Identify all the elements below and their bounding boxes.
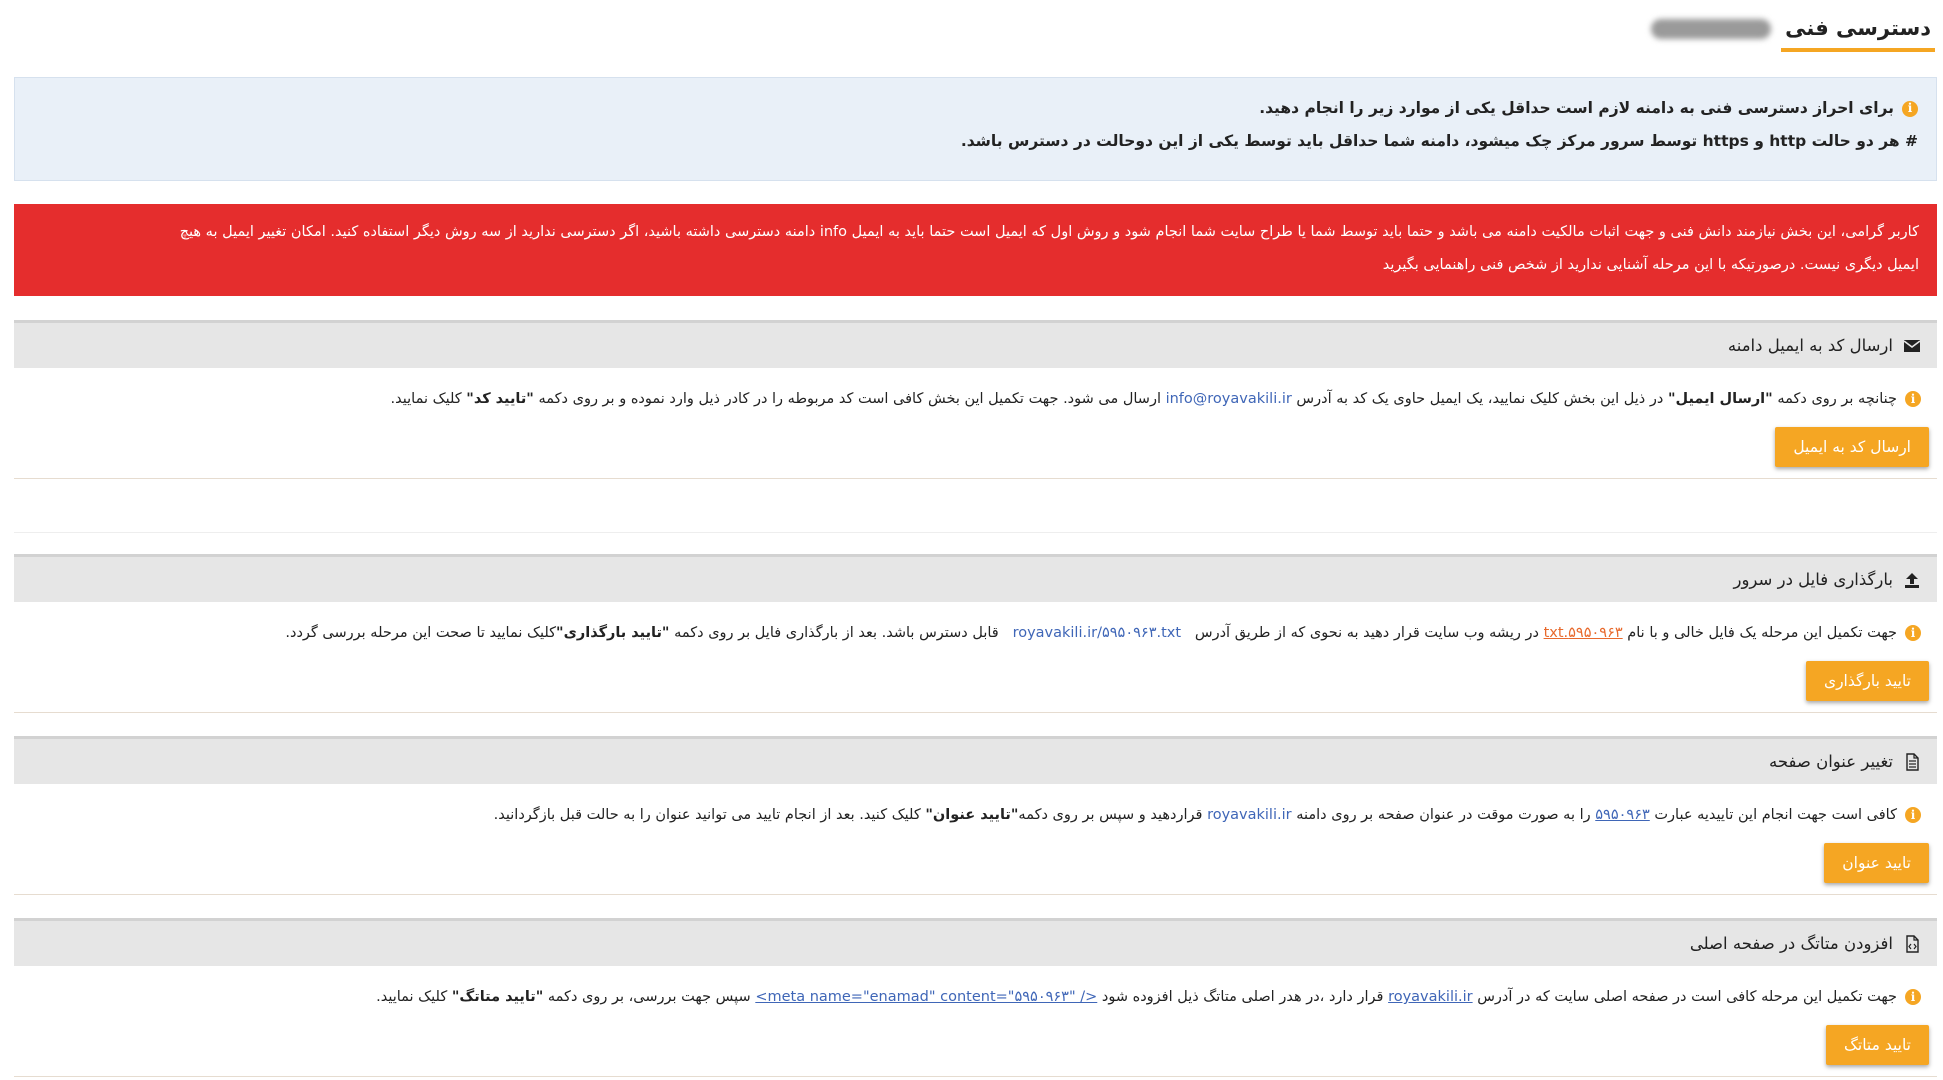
info-text-2: # هر دو حالت http و https توسط سرور مرکز چک میشود، دامنه شما حداقل باید توسط یکی از این دوحالت در دسترس باشد. — [960, 132, 1918, 150]
info-icon: i — [1905, 625, 1921, 641]
title-text-e: کلیک کنید. بعد از انجام تایید می توانید عنوان را به حالت قبل بازگردانید. — [493, 807, 926, 823]
upload-text-c: قابل دسترس باشد. بعد از بارگذاری فایل بر روی دکمه — [669, 625, 1004, 641]
upload-icon — [1903, 571, 1921, 589]
info-icon: i — [1905, 989, 1921, 1005]
meta-section-description — [14, 984, 1921, 1010]
alert-text-2: ایمیل دیگری نیست. درصورتیکه با این مرحله آشنایی ندارید از شخص فنی راهنمایی بگیرید — [1382, 257, 1919, 273]
page-title — [1651, 14, 1935, 54]
title-domain-link[interactable]: royavakili.ir — [1207, 807, 1292, 823]
title-section-description — [14, 802, 1921, 828]
title-text-b: را به صورت موقت در عنوان صفحه بر روی دامنه — [1291, 807, 1596, 823]
email-text-f: کلیک نمایید. — [390, 391, 467, 407]
alert-text-1: کاربر گرامی، این بخش نیازمند دانش فنی و جهت اثبات مالکیت دامنه می باشد و حتما باید توسط شما یا طراح سایت شما انجام شود و روش اول که ایمیل است حتما باید به ایمیل info دامنه دسترسی داشته باشید، اگر دسترسی ندارید از سه روش دیگر استفاده کنید. امکان تغییر ایمیل به هیچ — [179, 224, 1919, 240]
upload-text-d: "تایید بارگذاری" — [556, 625, 670, 641]
upload-url-link[interactable]: royavakili.ir/۵۹۵۰۹۶۳.txt — [1012, 625, 1182, 641]
section-divider — [14, 532, 1937, 533]
warning-alert — [14, 204, 1937, 296]
meta-text-e: کلیک نمایید. — [376, 989, 452, 1005]
info-text-1: برای احراز دسترسی فنی به دامنه لازم است حداقل یکی از موارد زیر را انجام دهید. — [1259, 99, 1894, 117]
section-divider — [14, 478, 1937, 479]
email-section-title: ارسال کد به ایمیل دامنه — [1727, 336, 1893, 355]
upload-text-e: کلیک نمایید تا صحت این مرحله بررسی گردد. — [285, 625, 557, 641]
envelope-icon — [1903, 337, 1921, 355]
redacted-domain-name — [1651, 19, 1771, 39]
meta-tag-code[interactable]: <meta name="enamad" content="۵۹۵۰۹۶۳" /> — [755, 989, 1098, 1005]
info-box — [14, 77, 1937, 181]
confirm-upload-button[interactable]: تایید بارگذاری — [1806, 661, 1929, 701]
document-icon — [1903, 753, 1921, 771]
upload-section-description — [14, 620, 1921, 646]
upload-filename-link[interactable]: ۵۹۵۰۹۶۳.txt — [1543, 625, 1623, 641]
email-text-c: در ذیل این بخش کلیک نمایید، یک ایمیل حاوی یک کد به آدرس — [1291, 391, 1668, 407]
email-text-a: چنانچه بر روی دکمه — [1772, 391, 1897, 407]
send-email-code-button[interactable]: ارسال کد به ایمیل — [1775, 427, 1929, 467]
code-file-icon — [1903, 935, 1921, 953]
confirm-metatag-button[interactable]: تایید متاتگ — [1826, 1025, 1929, 1065]
info-icon: i — [1902, 101, 1918, 117]
email-address-link[interactable]: info@royavakili.ir — [1165, 391, 1292, 407]
info-line-1 — [33, 92, 1918, 125]
info-icon: i — [1905, 391, 1921, 407]
email-text-e: "تایید کد" — [466, 391, 534, 407]
email-text-d: ارسال می شود. جهت تکمیل این بخش کافی است کد مربوطه را در کادر ذیل وارد نموده و بر روی دکمه — [533, 391, 1166, 407]
meta-section-header — [14, 918, 1937, 966]
section-divider — [14, 1076, 1937, 1077]
title-section-title: تغییر عنوان صفحه — [1768, 752, 1893, 771]
upload-section-header — [14, 554, 1937, 602]
section-divider — [14, 894, 1937, 895]
confirm-title-button[interactable]: تایید عنوان — [1824, 843, 1929, 883]
page-title-text: دسترسی فنی — [1781, 16, 1935, 52]
email-section-description — [14, 386, 1921, 412]
title-text-d: "تایید عنوان" — [925, 807, 1019, 823]
title-section-header — [14, 736, 1937, 784]
meta-text-d: "تایید متاتگ" — [451, 989, 544, 1005]
upload-text-b: در ریشه وب سایت قرار دهید به نحوی که از طریق آدرس — [1190, 625, 1544, 641]
meta-domain-link[interactable]: royavakili.ir — [1388, 989, 1473, 1005]
info-icon: i — [1905, 807, 1921, 823]
title-text-c: قراردهید و سپس بر روی دکمه — [1018, 807, 1208, 823]
upload-section-title: بارگذاری فایل در سرور — [1733, 570, 1893, 589]
meta-text-b: قرار دارد ،در هدر اصلی متاتگ ذیل افزوده شود — [1097, 989, 1389, 1005]
title-code-link[interactable]: ۵۹۵۰۹۶۳ — [1595, 807, 1650, 823]
email-section-header — [14, 320, 1937, 368]
meta-text-a: جهت تکمیل این مرحله کافی است در صفحه اصلی سایت که در آدرس — [1472, 989, 1897, 1005]
meta-text-c: سپس جهت بررسی، بر روی دکمه — [543, 989, 756, 1005]
section-divider — [14, 712, 1937, 713]
email-text-b: "ارسال ایمیل" — [1667, 391, 1773, 407]
info-line-2 — [33, 125, 1918, 158]
upload-text-a: جهت تکمیل این مرحله یک فایل خالی و با نام — [1622, 625, 1897, 641]
meta-section-title: افزودن متاتگ در صفحه اصلی — [1689, 934, 1893, 953]
title-text-a: کافی است جهت انجام این تاییدیه عبارت — [1649, 807, 1897, 823]
